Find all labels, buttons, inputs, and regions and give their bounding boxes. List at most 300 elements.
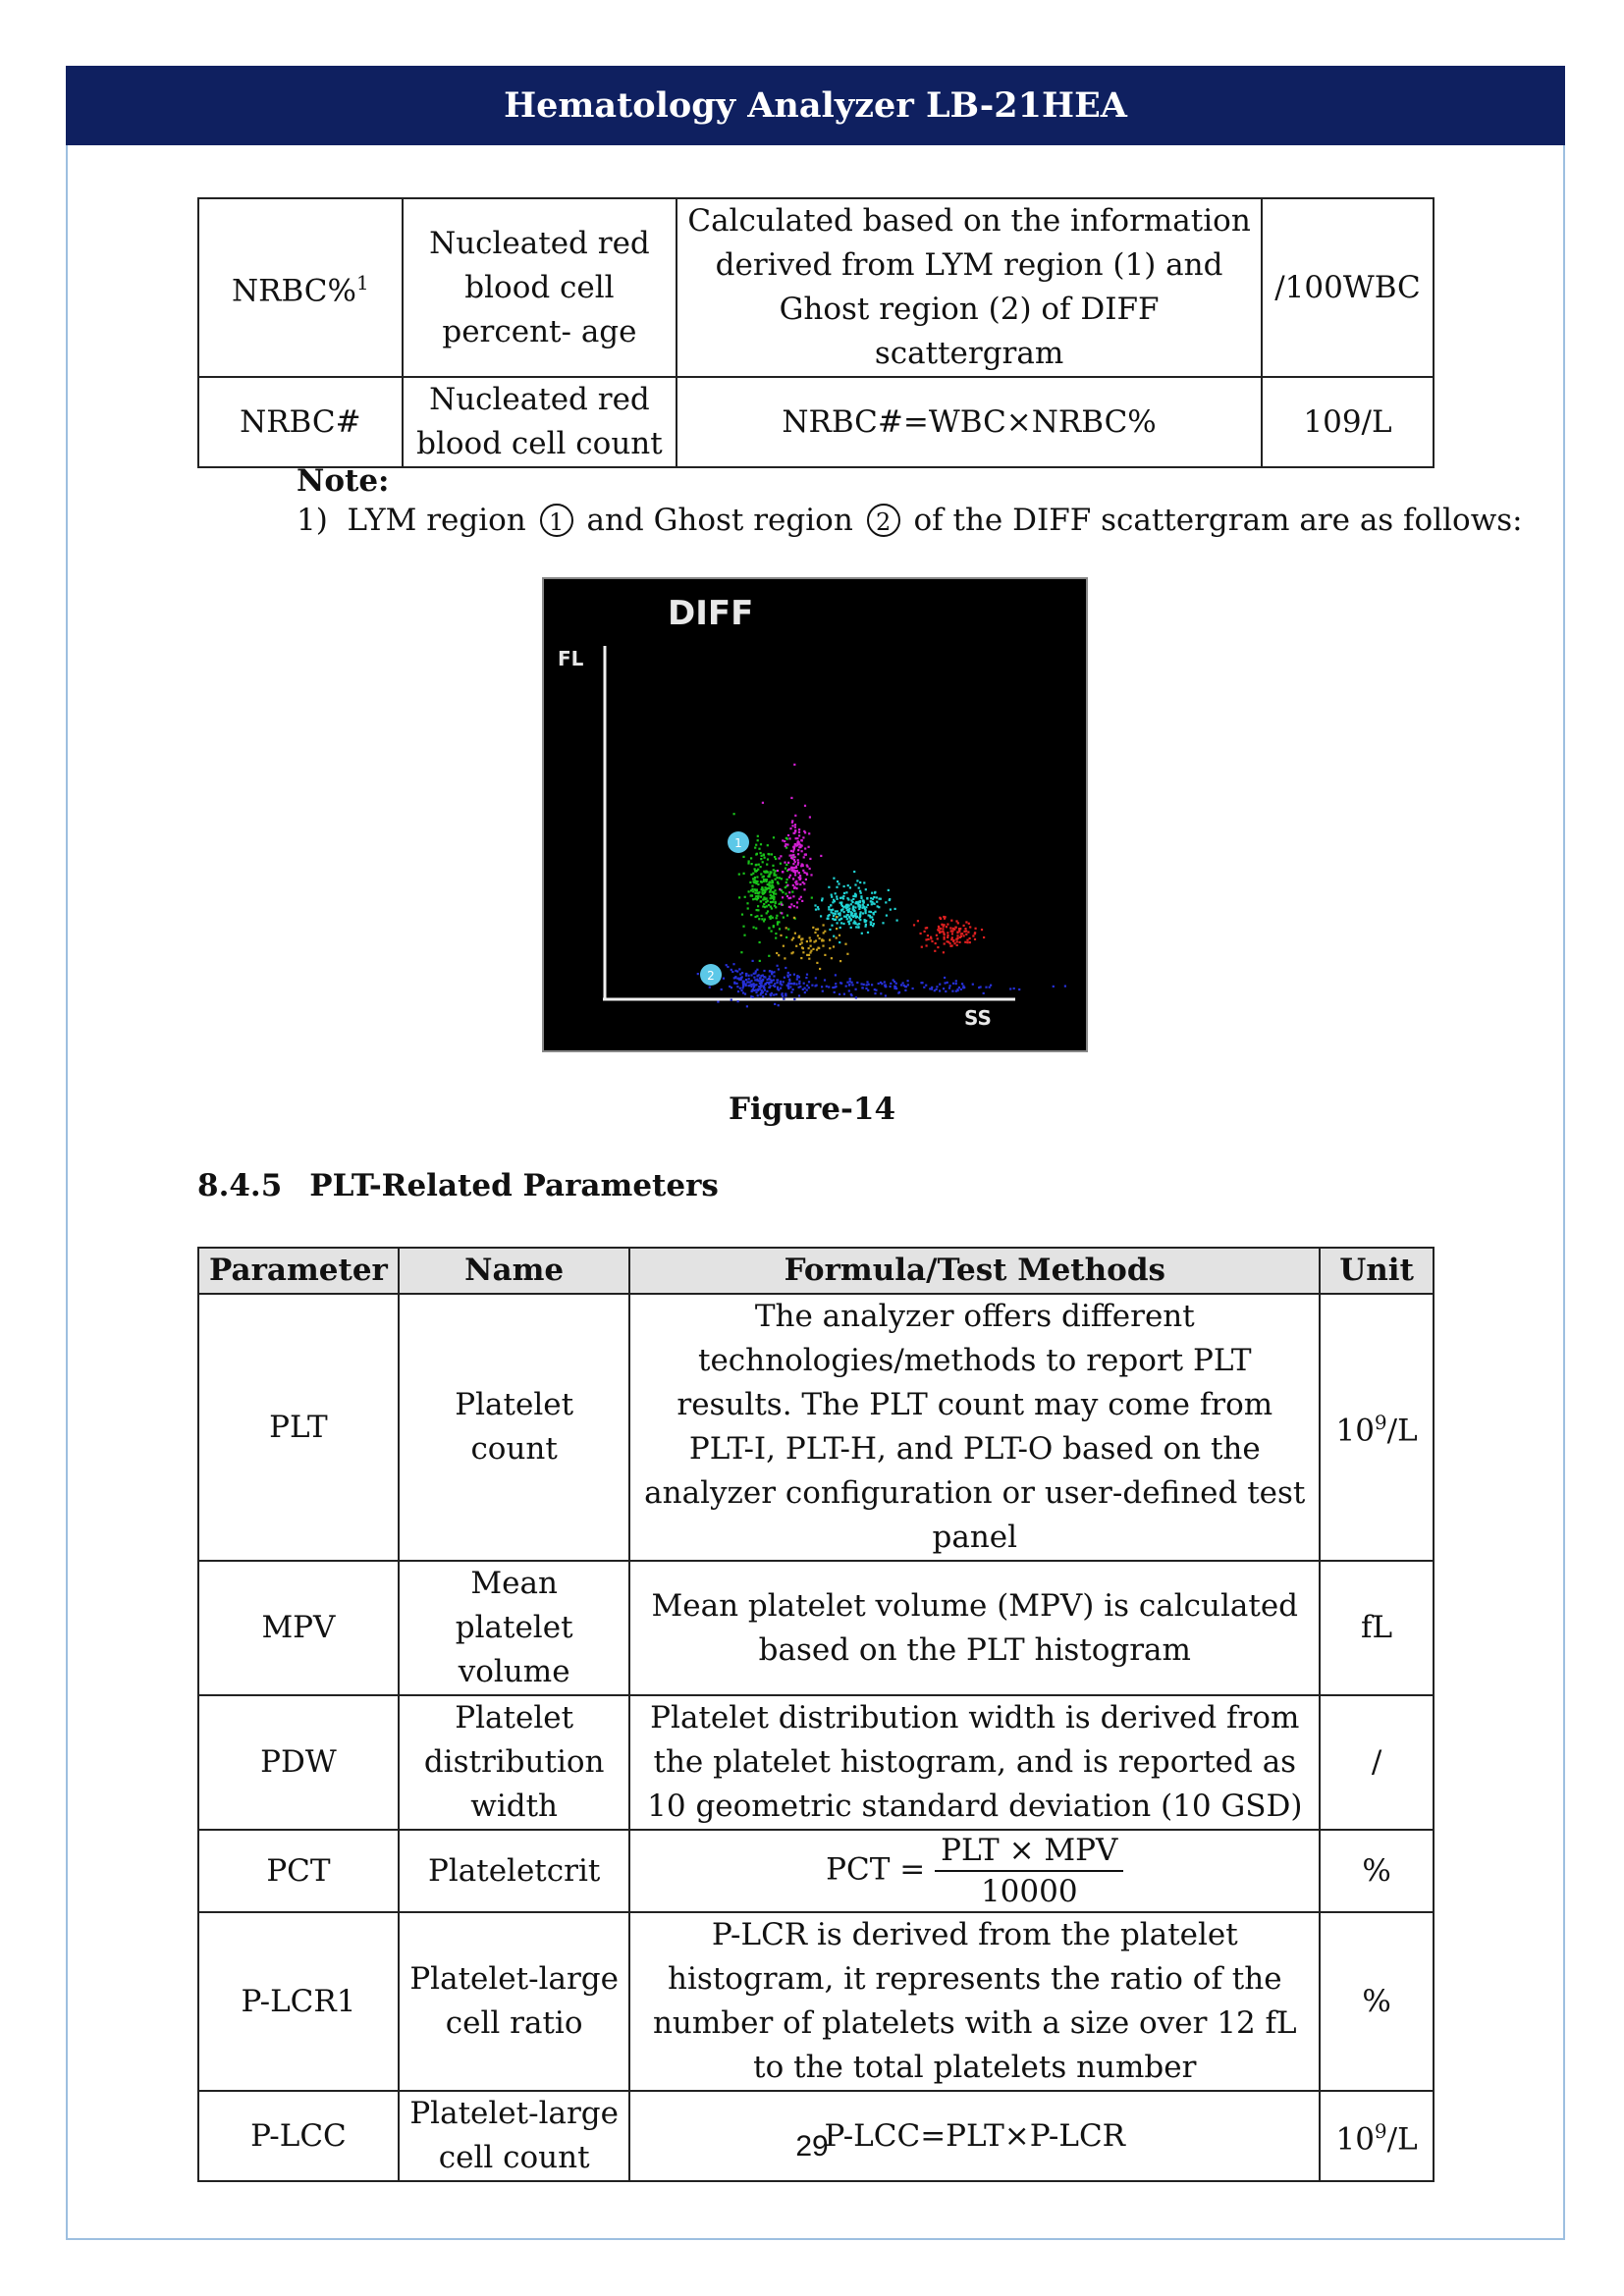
scatter-point [742, 991, 744, 993]
table-row [198, 1561, 1434, 1695]
scatter-point [802, 870, 804, 872]
scatter-point [863, 881, 865, 883]
scatter-point [904, 989, 906, 991]
scatter-point [819, 968, 821, 970]
scatter-point [940, 931, 942, 933]
scatter-point [863, 984, 865, 986]
scatter-point [853, 909, 855, 911]
scatter-point [773, 975, 775, 977]
cell-unit: % [1320, 1830, 1434, 1912]
scatter-point [798, 976, 800, 978]
scatter-point [746, 1005, 748, 1007]
scatter-point [731, 987, 732, 988]
scatter-point [803, 830, 805, 832]
scatter-point [821, 986, 823, 988]
header-method: Formula/Test Methods [629, 1248, 1320, 1294]
scatter-point [770, 994, 772, 996]
scatter-point [763, 876, 765, 878]
scatter-point [746, 902, 748, 904]
scatter-point [870, 897, 872, 899]
scatter-point [792, 854, 794, 856]
scatter-point [810, 874, 812, 876]
scatter-point [801, 900, 803, 902]
scatter-point [874, 992, 876, 994]
scatter-point [763, 903, 765, 905]
scatter-point [806, 866, 808, 868]
scatter-point [779, 877, 781, 879]
scatter-point [823, 924, 825, 926]
scatter-point [868, 984, 870, 986]
cell-name: Platelet-large cell ratio [399, 1912, 630, 2091]
scatter-point [873, 913, 875, 915]
scatter-point [771, 907, 773, 909]
scatter-point [732, 963, 734, 965]
scatter-point [885, 901, 887, 903]
scatter-point [948, 988, 950, 989]
scatter-point [835, 892, 837, 894]
scatter-point [983, 992, 985, 994]
scatter-point [815, 909, 817, 911]
scatter-point [737, 990, 739, 992]
formula-fraction [935, 1831, 1123, 1911]
scatter-point [965, 930, 967, 932]
scatter-point [774, 889, 776, 891]
scatter-point [827, 918, 829, 920]
scatter-point [804, 991, 806, 993]
scatter-point [764, 984, 766, 986]
scatter-point [814, 932, 816, 934]
scatter-point [946, 926, 947, 928]
scatter-point [923, 987, 925, 988]
scatter-point [774, 1003, 776, 1005]
cell-method: Platelet distribution width is derived from the platelet histogram, and is reported as 10 geometric standard deviation (10 GSD) [629, 1695, 1320, 1830]
scatter-point [961, 983, 963, 985]
scatter-point [763, 892, 765, 894]
scatter-point [755, 844, 757, 846]
scatter-point [773, 926, 775, 928]
scatter-point [777, 877, 779, 879]
scatter-point [760, 975, 762, 977]
scatter-point [925, 985, 927, 987]
scatter-point [836, 895, 838, 897]
scatter-point [875, 989, 877, 991]
scatter-point [835, 913, 837, 915]
scatter-point [849, 978, 851, 980]
svg-text:2: 2 [707, 969, 715, 983]
cell-parameter: P-LCC [198, 2091, 399, 2181]
scatter-point [792, 878, 794, 880]
scatter-point [788, 983, 790, 985]
scatter-point [786, 838, 788, 840]
scatter-point [840, 922, 842, 924]
section-title: PLT-Related Parameters [309, 1168, 719, 1203]
scatter-point [876, 896, 878, 898]
scatter-point [872, 919, 874, 921]
scatter-point [734, 976, 736, 978]
scatter-point [937, 937, 939, 939]
scatter-point [726, 964, 728, 966]
scatter-point [764, 886, 766, 888]
scatter-point [947, 924, 948, 926]
scatter-point [839, 993, 840, 995]
scatter-point [805, 977, 807, 979]
scatter-point [798, 898, 800, 900]
scatter-point [796, 882, 798, 884]
scatter-point [785, 936, 787, 938]
scatter-point [989, 987, 991, 988]
scatter-point [771, 901, 773, 903]
scatter-point [779, 857, 781, 859]
scatter-point [759, 978, 761, 980]
scatter-point [843, 911, 845, 913]
scatter-point [786, 895, 788, 897]
scatter-point [762, 898, 764, 900]
scatter-point [775, 879, 777, 881]
scatter-point [924, 931, 926, 933]
scatter-point [758, 864, 760, 866]
scatter-point [955, 980, 957, 982]
scatter-point [800, 938, 802, 940]
scatter-point [944, 942, 946, 944]
cell-parameter: PDW [198, 1695, 399, 1830]
scatter-point [785, 843, 786, 845]
table-row [198, 377, 1434, 467]
scatter-point [797, 862, 799, 864]
scatter-point [870, 900, 872, 902]
scatter-point [794, 933, 796, 934]
scatter-point [944, 934, 946, 935]
scatter-point [865, 924, 867, 926]
scatter-point [766, 982, 768, 984]
scatter-point [757, 835, 759, 837]
scatter-point [952, 939, 954, 941]
scatter-point [787, 972, 789, 974]
scatter-point [828, 908, 830, 910]
scatter-point [925, 938, 927, 940]
scatter-point [754, 892, 756, 894]
scatter-point [776, 993, 778, 995]
page-header [66, 66, 1565, 145]
scatter-point [744, 993, 746, 995]
scatter-point [969, 941, 971, 943]
scatter-point [795, 866, 797, 868]
scatter-point [796, 979, 798, 981]
scatter-point [854, 923, 856, 925]
scatter-point [920, 982, 922, 984]
scatter-point [797, 864, 799, 866]
scatter-point [863, 906, 865, 908]
scatter-point [828, 886, 830, 888]
scatter-point [768, 853, 770, 855]
scatter-point [777, 924, 779, 926]
scatter-point [784, 840, 785, 842]
scatter-point [817, 934, 819, 936]
scatter-point [796, 901, 798, 903]
scatter-point [739, 973, 741, 975]
scatter-point [833, 878, 835, 880]
scatter-point [771, 982, 773, 984]
scatter-point [812, 948, 814, 950]
scatter-point [888, 889, 890, 891]
scatter-point [969, 926, 971, 928]
scatter-point [885, 986, 887, 988]
scatter-point [824, 931, 826, 933]
scatter-point [895, 983, 897, 985]
section-number: 8.4.5 [197, 1168, 283, 1203]
scatter-point [791, 891, 793, 893]
scatter-point [768, 928, 770, 930]
scatter-point [783, 981, 785, 983]
scatter-point [943, 951, 945, 953]
scatter-point [846, 953, 848, 955]
scatter-point [822, 897, 824, 899]
scatter-point [808, 947, 810, 949]
scatter-point [804, 988, 806, 989]
scatter-point [785, 868, 786, 870]
scatter-point [963, 987, 965, 988]
scatter-point [769, 976, 771, 978]
scatter-point [751, 990, 753, 992]
cell-name: Platelet-large cell count [399, 2091, 630, 2181]
scatter-point [795, 870, 797, 872]
scatter-point [751, 885, 753, 887]
scatter-point [876, 901, 878, 903]
scatter-point [748, 985, 750, 987]
scatter-point [774, 905, 776, 907]
scatter-point [806, 989, 808, 991]
scatter-point [798, 831, 800, 833]
scatter-point [833, 935, 835, 937]
scatter-point [738, 968, 740, 970]
header-unit: Unit [1320, 1248, 1434, 1294]
scatter-point [761, 888, 763, 890]
scatter-point [816, 985, 818, 987]
region-marker-1: 1 [540, 504, 573, 537]
scatter-point [951, 944, 953, 946]
scatter-point [742, 981, 744, 983]
x-axis-label: SS [964, 1006, 992, 1030]
scatter-point [830, 904, 832, 906]
scatter-point [893, 986, 895, 988]
scatter-point [966, 941, 968, 943]
scatter-point [865, 912, 867, 914]
scatter-point [826, 986, 828, 988]
scatter-point [852, 916, 854, 918]
scatter-point [768, 982, 770, 984]
scatter-point [783, 945, 785, 947]
formula-denominator: 10000 [980, 1874, 1078, 1909]
scatter-point [808, 981, 810, 983]
scatter-point [775, 937, 777, 939]
scatter-point [752, 960, 754, 962]
cell-unit: % [1320, 1912, 1434, 2091]
scatter-point [767, 872, 769, 874]
scatter-point [842, 897, 844, 899]
scatter-point [780, 855, 782, 857]
scatter-point [905, 986, 907, 988]
scatter-point [799, 986, 801, 988]
scatter-point [872, 925, 874, 927]
scatter-point [770, 894, 772, 896]
scatter-point [960, 988, 962, 990]
scatter-point [848, 989, 850, 991]
scatter-point [953, 942, 955, 944]
scatter-point [757, 839, 759, 841]
scatter-point [898, 991, 900, 993]
scatter-point [773, 893, 775, 895]
scatter-point [779, 928, 781, 930]
scatter-point [768, 904, 770, 906]
scatter-point [765, 879, 767, 881]
scatter-point [749, 881, 751, 883]
scatter-point [786, 915, 788, 917]
scatter-point [760, 881, 762, 882]
scatter-point [836, 928, 838, 930]
scatter-point [759, 941, 761, 943]
scatter-point [759, 960, 761, 962]
scatter-point [752, 873, 754, 875]
scatter-point [803, 983, 805, 985]
scatter-point [770, 915, 772, 917]
scatter-point [846, 909, 848, 911]
section-heading [197, 1168, 719, 1203]
scatter-point [831, 909, 833, 911]
scatter-point [785, 881, 787, 883]
scatter-point [766, 864, 768, 866]
scatter-point [756, 853, 758, 855]
scatter-point [761, 915, 763, 917]
nrbc-table [197, 197, 1435, 468]
scatter-point [792, 895, 794, 897]
scatter-point [867, 932, 869, 934]
table-row [198, 1912, 1434, 2091]
scatter-point [756, 915, 758, 917]
scatter-point [847, 914, 849, 916]
scatter-point [796, 906, 798, 908]
scatter-point [762, 905, 764, 907]
scatter-point [766, 990, 768, 992]
scatter-point [886, 915, 888, 917]
scatter-point [925, 927, 927, 929]
scatter-point [972, 934, 974, 936]
scatter-point [849, 917, 851, 919]
scatter-point [820, 855, 822, 857]
scatter-point [778, 968, 780, 970]
scatter-point [760, 980, 762, 982]
scatter-point [837, 910, 839, 912]
cell-unit: $10^9/L$ [1320, 2091, 1434, 2181]
scatter-point [928, 938, 930, 940]
scatter-point [757, 883, 759, 885]
scatter-point [884, 981, 886, 983]
scatter-point [780, 863, 782, 865]
scatter-point [747, 862, 749, 864]
scatter-point [816, 949, 818, 951]
scatter-point [936, 986, 938, 988]
scatter-point [845, 916, 847, 918]
scatter-point [917, 920, 919, 922]
scatter-point [736, 986, 738, 988]
scatter-point [734, 970, 736, 972]
scatter-point [860, 897, 862, 899]
scatter-point [737, 1000, 739, 1002]
cell-method: P-LCR is derived from the platelet histogram, it represents the ratio of the number of platelets with a size over 12 fL to the total platelets number [629, 1912, 1320, 2091]
scatter-point [755, 991, 757, 993]
scatter-point [789, 828, 791, 829]
scatter-point [750, 874, 752, 876]
scatter-point [896, 920, 898, 922]
scatter-point [803, 888, 805, 890]
scatter-point [792, 850, 794, 852]
scatter-point [776, 917, 778, 919]
scatter-point [827, 915, 829, 917]
scatter-point [768, 874, 770, 876]
scatter-point [974, 938, 976, 940]
scatter-point [947, 932, 948, 934]
cell-parameter: PLT [198, 1294, 399, 1561]
scatter-point [969, 937, 971, 939]
scatter-point [945, 990, 947, 992]
scatter-point [818, 908, 820, 910]
scatter-point [751, 863, 753, 865]
cell-unit: 109/L [1262, 377, 1434, 467]
scatter-point [790, 903, 792, 905]
cell-name: Plateletcrit [399, 1830, 630, 1912]
scatter-point [935, 942, 937, 944]
scatter-point [770, 885, 772, 887]
scatter-point [771, 880, 773, 881]
scatter-point [851, 984, 853, 986]
scatter-point [760, 843, 762, 845]
scatter-point [758, 974, 760, 976]
scatter-point [753, 881, 755, 882]
scatter-point [829, 939, 831, 941]
scatter-point [796, 844, 798, 846]
scatter-point [741, 972, 743, 974]
scatter-point [793, 848, 795, 850]
scatter-point [779, 888, 781, 890]
scatter-point [773, 869, 775, 871]
scatter-point [866, 981, 868, 983]
scatter-point [771, 931, 773, 933]
scatter-point [943, 916, 945, 918]
scatter-point [809, 858, 811, 860]
scatter-point [764, 857, 766, 859]
scatter-point [843, 885, 845, 887]
scatter-point [853, 921, 855, 923]
scatter-point [808, 958, 810, 960]
scatter-point [800, 896, 802, 898]
scatter-point [775, 933, 777, 934]
scatter-point [786, 879, 788, 881]
scatter-point [781, 903, 783, 905]
scatter-point [944, 936, 946, 938]
scattergram-svg [544, 579, 1086, 1050]
scatter-point [782, 839, 784, 841]
cell-name: Nucleated red blood cell percent- age [403, 198, 677, 377]
scatter-point [958, 941, 960, 943]
scatter-point [767, 910, 769, 912]
scatter-point [837, 922, 839, 924]
plt-table [197, 1247, 1435, 2182]
scatter-point [777, 921, 779, 923]
scatter-point [806, 985, 808, 987]
scatter-point [956, 940, 958, 942]
table-header-row [198, 1248, 1434, 1294]
scatter-point [731, 971, 733, 973]
scatter-point [776, 979, 778, 981]
scatter-point [781, 984, 783, 986]
